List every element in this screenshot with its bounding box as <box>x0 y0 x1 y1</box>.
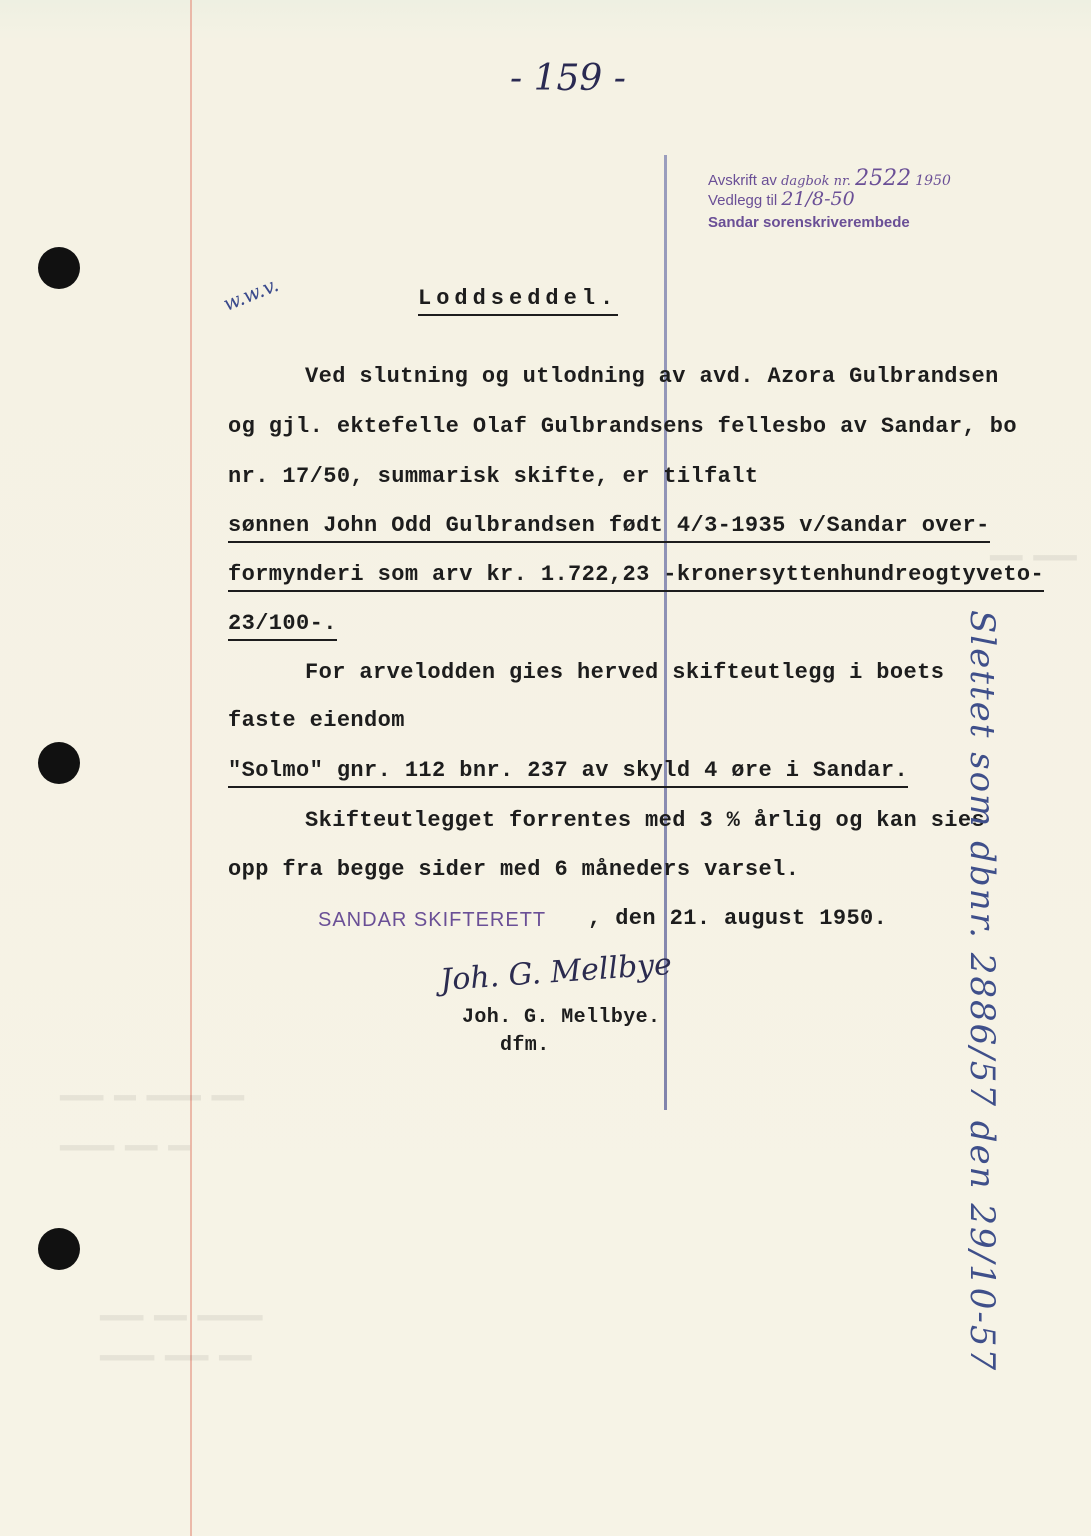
signer-title: dfm. <box>500 1034 550 1057</box>
body-line-4-text: sønnen John Odd Gulbrandsen født 4/3-1935 v/Sandar over- <box>228 513 990 543</box>
punch-hole-top <box>38 247 80 289</box>
deletion-note: Slettet som dbnr. 2886/57 den 29/10-57 <box>962 610 1002 1373</box>
body-line-6 <box>228 611 337 636</box>
stamp-dagbok-number: 2522 <box>855 166 912 191</box>
stamp-label-avskrift: Avskrift av <box>708 172 777 189</box>
stamp-line-2 <box>708 188 855 210</box>
body-line-11: opp fra begge sider med 6 måneders varsel. <box>228 857 800 882</box>
bleed-through-text: ▂▂▂▂▂ ▂▂▂ ▂▂ <box>60 1132 190 1152</box>
body-line-5-text: formynderi som arv kr. 1.722,23 -kronersyttenhundreogtyveto- <box>228 562 1044 592</box>
body-line-10: Skifteutlegget forrentes med 3 % årlig og kan sies <box>305 808 986 833</box>
body-line-5 <box>228 562 1044 587</box>
document-title-text: Loddseddel. <box>418 286 618 316</box>
handwritten-signature: Joh. G. Mellbye <box>439 946 673 999</box>
punch-hole-middle <box>38 742 80 784</box>
court-stamp: SANDAR SKIFTERETT <box>318 909 547 931</box>
bleed-through-text: ▂▂▂▂ ▂▂▂ ▂▂▂▂▂▂ <box>100 1302 263 1322</box>
document-title <box>418 286 618 311</box>
body-line-2: og gjl. ektefelle Olaf Gulbrandsens fellesbo av Sandar, bo <box>228 414 1017 439</box>
stamp-year: 1950 <box>915 173 951 189</box>
body-line-9-text: "Solmo" gnr. 112 bnr. 237 av skyld 4 øre i Sandar. <box>228 758 908 788</box>
body-line-1: Ved slutning og utlodning av avd. Azora Gulbrandsen <box>305 364 999 389</box>
bleed-through-text: ▂▂▂▂ ▂▂ ▂▂▂▂▂ ▂▂▂ <box>60 1082 245 1102</box>
date-line: , den 21. august 1950. <box>588 906 888 931</box>
stamp-label-vedlegg: Vedlegg til <box>708 192 778 209</box>
bleed-through-text: ▂▂▂ ▂▂▂▂ <box>990 542 1077 562</box>
bleed-through-text: ▂▂▂▂▂ ▂▂▂▂ ▂▂▂ <box>100 1342 252 1362</box>
body-line-9 <box>228 758 908 783</box>
signer-name: Joh. G. Mellbye. <box>462 1006 661 1029</box>
stamp-dagbok-label: dagbok nr. <box>781 174 851 189</box>
punch-hole-bottom <box>38 1228 80 1270</box>
margin-mark: w.w.v. <box>219 272 282 316</box>
stamp-date: 21/8-50 <box>781 188 855 210</box>
page-number: - 159 - <box>510 58 626 99</box>
body-line-8: faste eiendom <box>228 708 405 733</box>
body-line-3: nr. 17/50, summarisk skifte, er tilfalt <box>228 464 759 489</box>
body-line-6-text: 23/100-. <box>228 611 337 641</box>
body-line-4 <box>228 513 990 538</box>
stamp-office: Sandar sorenskriverembede <box>708 214 910 231</box>
body-line-7: For arvelodden gies herved skifteutlegg i boets <box>305 660 945 685</box>
